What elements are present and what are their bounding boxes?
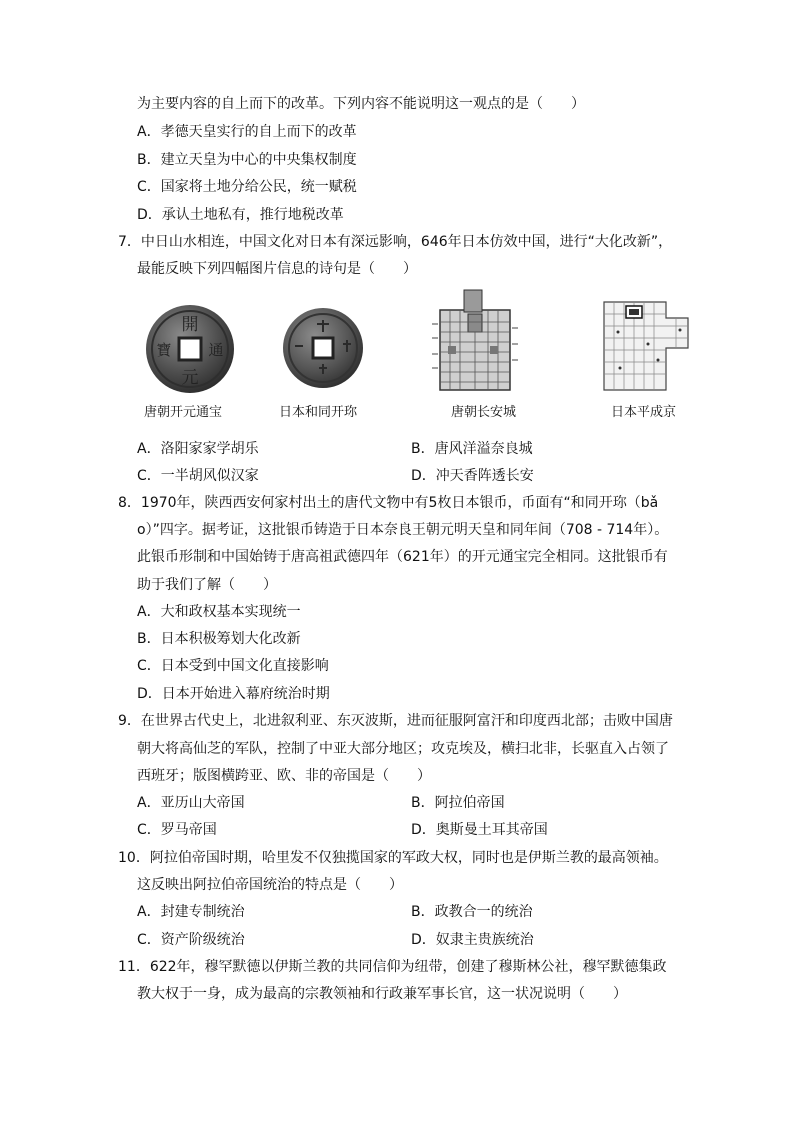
coin-char-top: 開 [181,315,199,335]
q9-option-c: C．罗马帝国 [137,822,217,838]
q6-option-a: A．孝德天皇实行的自上而下的改革 [137,124,357,140]
q6-option-b: B．建立天皇为中心的中央集权制度 [137,152,357,168]
q6-option-d: D．承认土地私有，推行地税改革 [137,207,344,223]
q9-option-d: D．奥斯曼土耳其帝国 [411,822,548,838]
heijokyo-city-plan-image [600,298,692,394]
coin-char-left: 寶 [156,341,172,359]
q7-option-b: B．唐风洋溢奈良城 [411,441,533,457]
q8-stem-line4: 助于我们了解（ ） [137,577,277,593]
q9-option-a: A．亚历山大帝国 [137,795,245,811]
q10-option-b: B．政教合一的统治 [411,904,533,920]
caption-changan: 唐朝长安城 [451,405,517,420]
q10-option-d: D．奴隶主贵族统治 [411,932,534,948]
q7-option-a: A．洛阳家家学胡乐 [137,441,259,457]
q8-option-d: D．日本开始进入幕府统治时期 [137,686,330,702]
q8-stem-line2: o）”四字。据考证，这批银币铸造于日本奈良王朝元明天皇和同年间（708 - 714年）。 [137,522,669,538]
q7-stem-line2: 最能反映下列四幅图片信息的诗句是（ ） [137,261,417,277]
q9-stem-line2: 朝大将高仙芝的军队，控制了中亚大部分地区；攻克埃及，横扫北非，长驱直入占领了 [137,741,669,757]
q9-stem-line1: 9．在世界古代史上，北进叙利亚、东灭波斯，进而征服阿富汗和印度西北部；击败中国唐 [118,713,673,729]
q8-option-b: B．日本积极筹划大化改新 [137,631,301,647]
q7-option-d: D．冲天香阵透长安 [411,468,534,484]
q10-stem-line2: 这反映出阿拉伯帝国统治的特点是（ ） [137,877,403,893]
q10-option-c: C．资产阶级统治 [137,932,245,948]
q8-option-c: C．日本受到中国文化直接影响 [137,658,329,674]
changan-city-plan-image [430,288,520,396]
q6-text: 为主要内容的自上而下的改革。下列内容不能说明这一观点的是（ ） [137,96,585,112]
q10-stem-line1: 10．阿拉伯帝国时期，哈里发不仅独揽国家的军政大权，同时也是伊斯兰教的最高领袖。 [118,850,668,866]
caption-heijokyo: 日本平成京 [611,405,677,420]
coin-char-right: 通 [208,341,224,359]
q8-stem-line1: 8．1970年，陕西西安何家村出土的唐代文物中有5枚日本银币，币面有“和同开珎（bǎ [118,495,659,511]
caption-kaiyuan-tongbao: 唐朝开元通宝 [144,405,223,420]
q9-stem-line3: 西班牙；版图横跨亚、欧、非的帝国是（ ） [137,768,431,784]
wado-kaichin-coin-image [281,306,365,390]
q7-option-c: C．一半胡风似汉家 [137,468,259,484]
q11-stem-line1: 11．622年，穆罕默德以伊斯兰教的共同信仰为纽带，创建了穆斯林公社，穆罕默德集政 [118,959,667,975]
caption-wado-kaichin: 日本和同开珎 [279,405,358,420]
q6-option-c: C．国家将土地分给公民，统一赋税 [137,179,357,195]
kaiyuan-tongbao-coin-image [144,303,236,395]
q10-option-a: A．封建专制统治 [137,904,245,920]
q9-option-b: B．阿拉伯帝国 [411,795,505,811]
coin-char-bottom: 元 [181,368,199,388]
q8-stem-line3: 此银币形制和中国始铸于唐高祖武德四年（621年）的开元通宝完全相同。这批银币有 [137,549,668,565]
q11-stem-line2: 教大权于一身，成为最高的宗教领袖和行政兼军事长官，这一状况说明（ ） [137,986,627,1002]
q8-option-a: A．大和政权基本实现统一 [137,604,301,620]
q7-stem-line1: 7．中日山水相连，中国文化对日本有深远影响，646年日本仿效中国，进行“大化改新”， [118,234,673,250]
